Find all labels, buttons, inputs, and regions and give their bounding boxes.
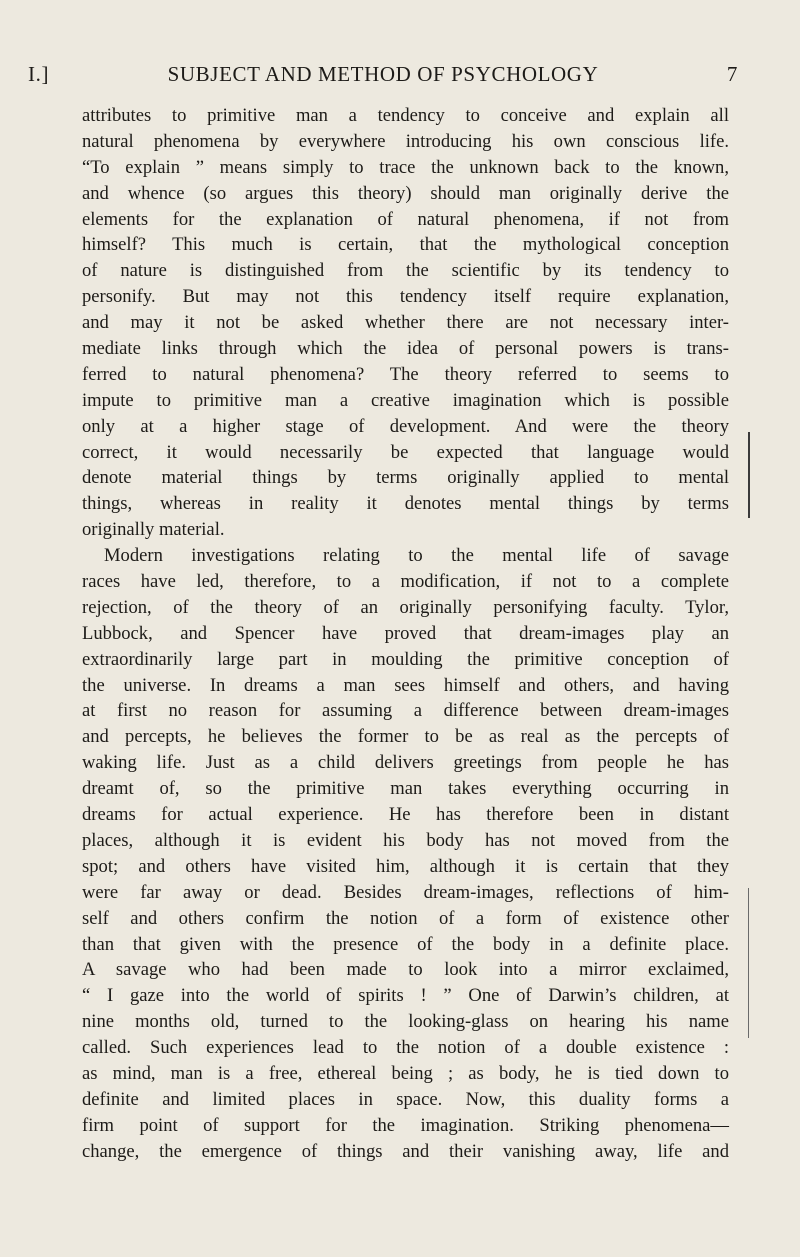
text-line: himself? This much is certain, that the mythological conception: [82, 234, 729, 256]
text-line: called. Such experiences lead to the notion of a double existence :: [82, 1037, 729, 1059]
text-line: than that given with the presence of the body in a definite place.: [82, 933, 729, 955]
text-line: change, the emergence of things and their vanishing away, life and: [82, 1140, 729, 1162]
text-line: as mind, man is a free, ethereal being ; as body, he is tied down to: [82, 1062, 729, 1084]
text-line: natural phenomena by everywhere introducing his own conscious life.: [82, 130, 729, 152]
text-line: Modern investigations relating to the mental life of savage: [104, 545, 729, 567]
text-line: places, although it is evident his body has not moved from the: [82, 829, 729, 851]
page-number: 7: [726, 62, 738, 86]
text-line: things, whereas in reality it denotes mental things by terms: [82, 493, 729, 515]
text-line: waking life. Just as a child delivers greetings from people he has: [82, 752, 729, 774]
text-line: firm point of support for the imagination. Striking phenomena—: [82, 1114, 729, 1136]
text-line: denote material things by terms originally applied to mental: [82, 467, 729, 489]
text-line: of nature is distinguished from the scientific by its tendency to: [82, 260, 729, 282]
chapter-number: I.]: [28, 62, 50, 86]
body-text: [82, 103, 729, 1165]
text-line: extraordinarily large part in moulding the primitive conception of: [82, 648, 729, 670]
text-line: and whence (so argues this theory) should man originally derive the: [82, 182, 729, 204]
text-line: ferred to natural phenomena? The theory referred to seems to: [82, 363, 729, 385]
text-line: “To explain ” means simply to trace the unknown back to the known,: [82, 156, 729, 178]
text-line: A savage who had been made to look into a mirror exclaimed,: [82, 959, 729, 981]
text-line: races have led, therefore, to a modification, if not to a complete: [82, 571, 729, 593]
margin-mark: [748, 432, 750, 518]
margin-mark: [748, 888, 749, 1038]
text-line: impute to primitive man a creative imagination which is possible: [82, 389, 729, 411]
text-line: attributes to primitive man a tendency to conceive and explain all: [82, 105, 729, 126]
text-line: nine months old, turned to the looking-glass on hearing his name: [82, 1011, 729, 1033]
text-line: correct, it would necessarily be expected that language would: [82, 441, 729, 463]
text-line: definite and limited places in space. Now, this duality forms a: [82, 1088, 729, 1110]
text-line: at first no reason for assuming a difference between dream-images: [82, 700, 729, 722]
text-line: rejection, of the theory of an originally personifying faculty. Tylor,: [82, 596, 729, 618]
text-line: mediate links through which the idea of personal powers is trans-: [82, 338, 729, 360]
text-line: elements for the explanation of natural phenomena, if not from: [82, 208, 729, 230]
text-line: self and others confirm the notion of a form of existence other: [82, 907, 729, 929]
text-line: dreamt of, so the primitive man takes everything occurring in: [82, 778, 729, 800]
text-line: Lubbock, and Spencer have proved that dream-images play an: [82, 622, 729, 644]
running-title: SUBJECT AND METHOD OF PSYCHOLOGY: [167, 62, 599, 86]
text-line: were far away or dead. Besides dream-images, reflections of him-: [82, 881, 729, 903]
text-line: only at a higher stage of development. And were the theory: [82, 415, 729, 437]
text-line: and may it not be asked whether there are not necessary inter-: [82, 312, 729, 334]
running-header: [28, 62, 738, 94]
text-line: “ I gaze into the world of spirits ! ” One of Darwin’s children, at: [82, 985, 729, 1007]
text-line: the universe. In dreams a man sees himself and others, and having: [82, 674, 729, 696]
text-line: originally material.: [82, 519, 225, 541]
text-line: spot; and others have visited him, although it is certain that they: [82, 855, 729, 877]
text-line: dreams for actual experience. He has therefore been in distant: [82, 804, 729, 826]
text-line: personify. But may not this tendency itself require explanation,: [82, 286, 729, 308]
text-line: and percepts, he believes the former to be as real as the percepts of: [82, 726, 729, 748]
